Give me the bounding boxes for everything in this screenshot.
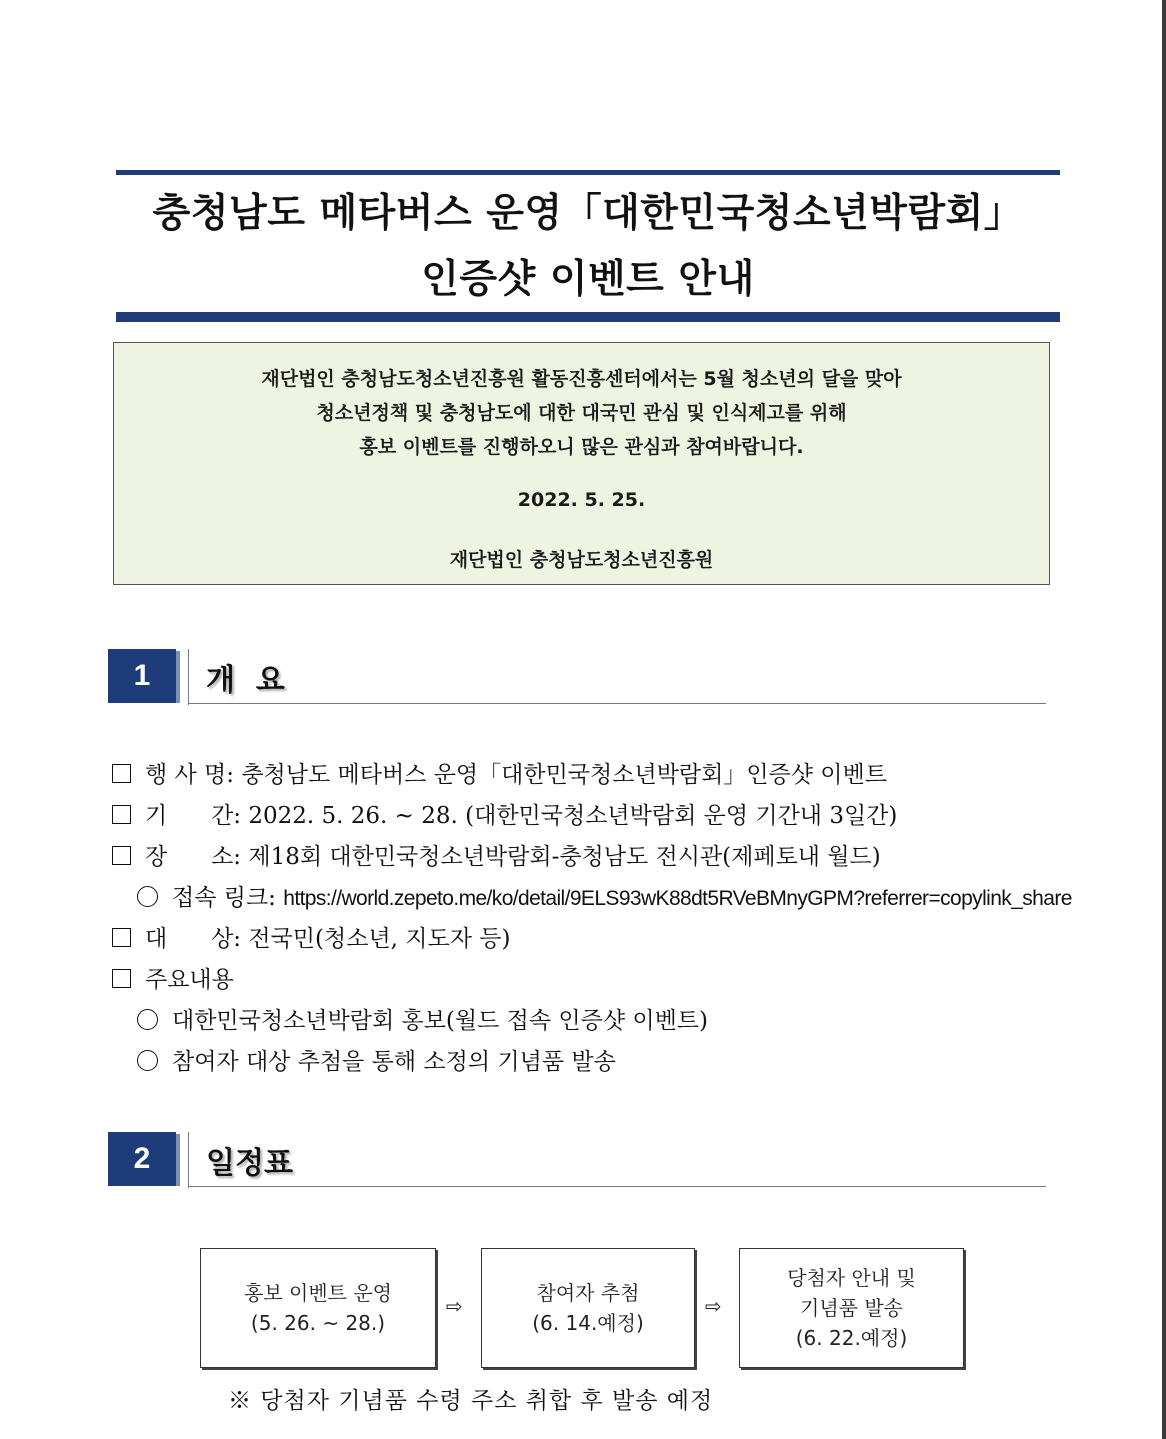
notice-box xyxy=(113,342,1050,585)
section-number-1: 1 xyxy=(108,649,176,703)
page-title-line2: 인증샷 이벤트 안내 xyxy=(421,257,755,302)
schedule-step-2 xyxy=(481,1248,695,1368)
section-divider xyxy=(188,649,189,705)
list-item xyxy=(137,879,1072,915)
item-label: 장 소: xyxy=(145,844,242,870)
list-item xyxy=(112,797,897,833)
item-value: 참여자 대상 추첨을 통해 소정의 기념품 발송 xyxy=(172,1049,616,1075)
notice-org: 재단법인 충청남도청소년진흥원 xyxy=(449,549,714,571)
item-value: 충청남도 메타버스 운영「대한민국청소년박람회」인증샷 이벤트 xyxy=(241,762,887,788)
checkbox-square-icon xyxy=(112,805,131,824)
section-number-2: 2 xyxy=(108,1132,176,1186)
checkbox-square-icon xyxy=(112,969,131,988)
circle-bullet-icon xyxy=(137,1009,158,1030)
step-line: (6. 14.예정) xyxy=(532,1311,644,1335)
item-label: 행 사 명: xyxy=(145,762,235,788)
notice-line-1: 재단법인 충청남도청소년진흥원 활동진흥센터에서는 5월 청소년의 달을 맞아 xyxy=(261,368,902,390)
section-title-2: 일정표 xyxy=(206,1146,293,1181)
page-title-line1: 충청남도 메타버스 운영「대한민국청소년박람회」 xyxy=(152,191,1024,236)
step-line: 당첨자 안내 및 xyxy=(787,1266,916,1290)
item-label: 기 간: xyxy=(145,803,242,829)
circle-bullet-icon xyxy=(137,886,158,907)
title-block xyxy=(116,170,1060,322)
item-value: 대한민국청소년박람회 홍보(월드 접속 인증샷 이벤트) xyxy=(172,1008,708,1034)
item-value: 2022. 5. 26. ~ 28. (대한민국청소년박람회 운영 기간내 3일간) xyxy=(248,803,898,829)
item-value: 제18회 대한민국청소년박람회-충청남도 전시관(제페토내 월드) xyxy=(248,844,881,870)
title-top-rule xyxy=(116,170,1060,175)
circle-bullet-icon xyxy=(137,1050,158,1071)
section-divider xyxy=(188,1132,189,1188)
item-label: 접속 링크: xyxy=(172,885,276,911)
section-header-2 xyxy=(108,1132,1048,1190)
schedule-step-3 xyxy=(739,1248,964,1368)
list-item xyxy=(112,756,887,792)
section-underline xyxy=(188,1186,1046,1187)
item-label: 대 상: xyxy=(145,926,242,952)
notice-line-2: 청소년정책 및 충청남도에 대한 대국민 관심 및 인식제고를 위해 xyxy=(316,402,847,424)
list-item xyxy=(137,1002,708,1038)
step-line: (6. 22.예정) xyxy=(795,1326,908,1350)
checkbox-square-icon xyxy=(112,928,131,947)
list-item xyxy=(112,920,510,956)
section-underline xyxy=(188,703,1046,704)
right-arrow-icon: ⇨ xyxy=(705,1294,722,1318)
list-item xyxy=(112,838,881,874)
access-link[interactable]: https://world.zepeto.me/ko/detail/9ELS93wK88dt5RVeBMnyGPM?referrer=copylink_share xyxy=(283,887,1072,910)
item-value: 전국민(청소년, 지도자 등) xyxy=(248,926,511,952)
section-title-1: 개 요 xyxy=(206,663,285,698)
step-line: 기념품 발송 xyxy=(800,1296,903,1320)
title-bottom-rule xyxy=(116,312,1060,322)
checkbox-square-icon xyxy=(112,846,131,865)
section-header-1 xyxy=(108,649,1048,707)
list-item xyxy=(137,1043,616,1079)
right-arrow-icon: ⇨ xyxy=(446,1294,463,1318)
notice-date: 2022. 5. 25. xyxy=(517,489,646,511)
schedule-footnote: ※ 당첨자 기념품 수령 주소 취합 후 발송 예정 xyxy=(228,1388,714,1414)
checkbox-square-icon xyxy=(112,764,131,783)
schedule-step-1 xyxy=(200,1248,436,1368)
step-line: 홍보 이벤트 운영 xyxy=(244,1281,392,1305)
step-line: 참여자 추첨 xyxy=(536,1281,640,1305)
list-item xyxy=(112,961,234,997)
notice-line-3: 홍보 이벤트를 진행하오니 많은 관심과 참여바랍니다. xyxy=(359,436,804,458)
step-line: (5. 26. ~ 28.) xyxy=(250,1311,386,1335)
page-right-edge xyxy=(1162,0,1166,1439)
item-label: 주요내용 xyxy=(145,967,234,993)
